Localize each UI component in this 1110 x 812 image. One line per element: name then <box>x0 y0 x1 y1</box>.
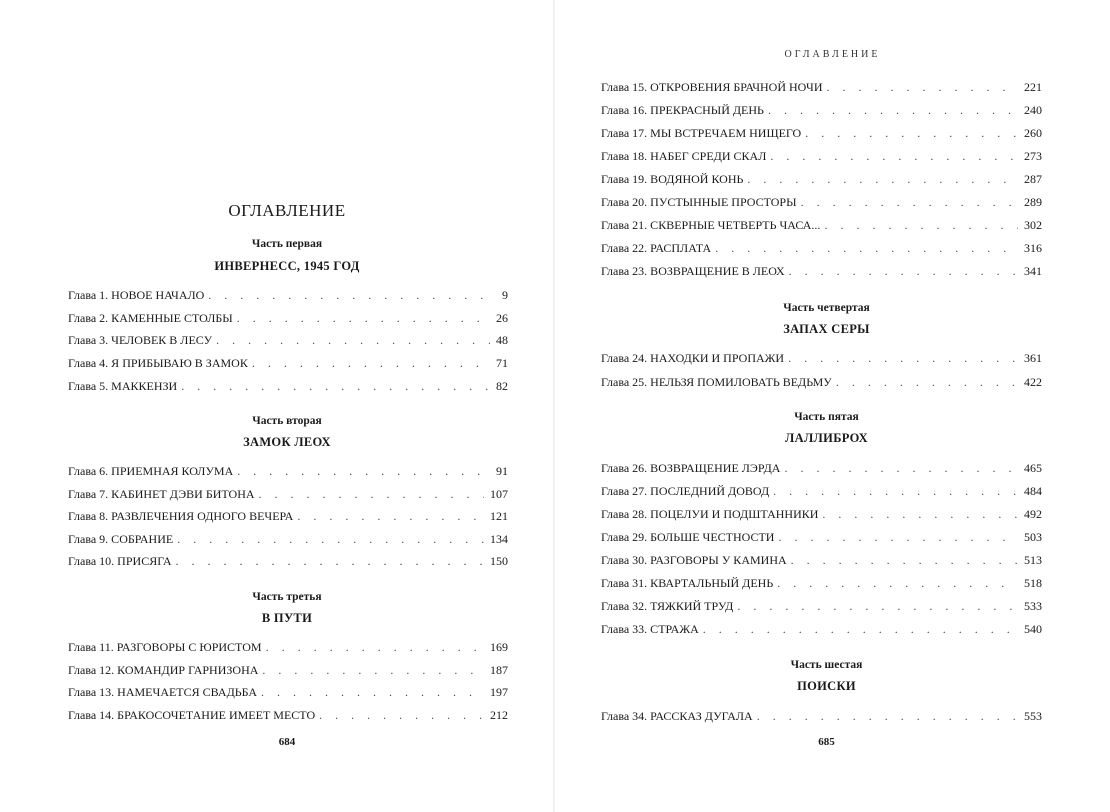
toc-entry[interactable] <box>601 122 1042 145</box>
page-number: 240 <box>1024 103 1042 117</box>
page-number: 287 <box>1024 172 1042 186</box>
chapter-title: Глава 12. КОМАНДИР ГАРНИЗОНА <box>68 663 259 677</box>
chapter-title: Глава 32. ТЯЖКИЙ ТРУД <box>601 599 734 613</box>
chapter-title: Глава 22. РАСПЛАТА <box>601 241 712 255</box>
dot-leader <box>788 347 1018 370</box>
toc-entry[interactable] <box>68 460 508 483</box>
dot-leader <box>822 503 1018 526</box>
chapter-title: Глава 4. Я ПРИБЫВАЮ В ЗАМОК <box>68 356 248 370</box>
page-number: 187 <box>490 663 508 677</box>
page-folio: 684 <box>278 736 296 748</box>
toc-entry[interactable] <box>68 483 508 506</box>
toc-entry[interactable] <box>601 191 1042 214</box>
dot-leader <box>836 371 1018 394</box>
toc-entry[interactable] <box>601 145 1042 168</box>
chapter-title: Глава 14. БРАКОСОЧЕТАНИЕ ИМЕЕТ МЕСТО <box>68 708 316 722</box>
toc-entry[interactable] <box>68 550 508 573</box>
toc-entry[interactable] <box>601 347 1042 370</box>
page-number: 302 <box>1024 218 1042 232</box>
chapter-title: Глава 25. НЕЛЬЗЯ ПОМИЛОВАТЬ ВЕДЬМУ <box>601 375 832 389</box>
part-label: Часть вторая <box>252 415 322 427</box>
dot-leader <box>297 505 484 528</box>
part-label: Часть шестая <box>790 659 863 671</box>
chapter-title: Глава 20. ПУСТЫННЫЕ ПРОСТОРЫ <box>601 195 797 209</box>
page-number: 150 <box>490 554 508 568</box>
page-number: 197 <box>490 685 508 699</box>
toc-entry[interactable] <box>601 705 1042 728</box>
chapter-title: Глава 8. РАЗВЛЕЧЕНИЯ ОДНОГО ВЕЧЕРА <box>68 509 294 523</box>
dot-leader <box>181 375 490 398</box>
toc-entry[interactable] <box>68 284 508 307</box>
dot-leader <box>789 260 1018 283</box>
chapter-title: Глава 16. ПРЕКРАСНЫЙ ДЕНЬ <box>601 103 764 117</box>
chapter-title: Глава 28. ПОЦЕЛУИ И ПОДШТАННИКИ <box>601 507 819 521</box>
chapter-title: Глава 5. МАККЕНЗИ <box>68 379 178 393</box>
chapter-title: Глава 19. ВОДЯНОЙ КОНЬ <box>601 172 744 186</box>
dot-leader <box>262 659 484 682</box>
chapter-title: Глава 1. НОВОЕ НАЧАЛО <box>68 288 205 302</box>
page-number: 107 <box>490 487 508 501</box>
toc-entry[interactable] <box>68 528 508 551</box>
page-number: 273 <box>1024 149 1042 163</box>
dot-leader <box>176 550 485 573</box>
dot-leader <box>791 549 1018 572</box>
dot-leader <box>252 352 490 375</box>
chapter-title: Глава 33. СТРАЖА <box>601 622 699 636</box>
toc-entry[interactable] <box>601 595 1042 618</box>
dot-leader <box>237 307 490 330</box>
part-label: Часть четвертая <box>783 302 870 314</box>
page-number: 289 <box>1024 195 1042 209</box>
toc-entry[interactable] <box>68 329 508 352</box>
page-number: 361 <box>1024 351 1042 365</box>
page-number: 484 <box>1024 484 1042 498</box>
dot-leader <box>237 460 490 483</box>
running-head: ОГЛАВЛЕНИЕ <box>784 49 881 60</box>
dot-leader <box>703 618 1018 641</box>
part-title: ЗАМОК ЛЕОХ <box>243 435 331 449</box>
part-title: ЛАЛЛИБРОХ <box>785 431 868 445</box>
dot-leader <box>737 595 1018 618</box>
page-number: 48 <box>496 333 508 347</box>
part-label: Часть пятая <box>794 411 859 423</box>
dot-leader <box>208 284 496 307</box>
chapter-title: Глава 21. СКВЕРНЫЕ ЧЕТВЕРТЬ ЧАСА... <box>601 218 821 232</box>
page-number: 82 <box>496 379 508 393</box>
chapter-title: Глава 7. КАБИНЕТ ДЭВИ БИТОНА <box>68 487 255 501</box>
chapter-title: Глава 27. ПОСЛЕДНИЙ ДОВОД <box>601 484 770 498</box>
toc-entry[interactable] <box>68 704 508 727</box>
page-number: 221 <box>1024 80 1042 94</box>
page-number: 169 <box>490 640 508 654</box>
chapter-title: Глава 26. ВОЗВРАЩЕНИЕ ЛЭРДА <box>601 461 781 475</box>
toc-entry[interactable] <box>68 307 508 330</box>
page-number: 518 <box>1024 576 1042 590</box>
part-title: В ПУТИ <box>261 611 313 625</box>
toc-entry[interactable] <box>601 76 1042 99</box>
toc-entry[interactable] <box>601 572 1042 595</box>
dot-leader <box>770 145 1018 168</box>
chapter-title: Глава 6. ПРИЕМНАЯ КОЛУМА <box>68 464 234 478</box>
toc-entry[interactable] <box>68 375 508 398</box>
part-title: ИНВЕРНЕСС, 1945 ГОД <box>214 259 360 273</box>
dot-leader <box>259 483 484 506</box>
dot-leader <box>773 480 1018 503</box>
toc-entry[interactable] <box>68 352 508 375</box>
chapter-title: Глава 15. ОТКРОВЕНИЯ БРАЧНОЙ НОЧИ <box>601 80 823 94</box>
page-number: 492 <box>1024 507 1042 521</box>
chapter-title: Глава 2. КАМЕННЫЕ СТОЛБЫ <box>68 311 233 325</box>
dot-leader <box>177 528 484 551</box>
toc-entry[interactable] <box>601 457 1042 480</box>
toc-entry[interactable] <box>601 237 1042 260</box>
dot-leader <box>777 572 1018 595</box>
toc-title: ОГЛАВЛЕНИЕ <box>228 201 346 220</box>
page-folio: 685 <box>818 736 835 748</box>
page-number: 540 <box>1024 622 1042 636</box>
left-page <box>0 0 553 812</box>
toc-entry[interactable] <box>601 260 1042 283</box>
dot-leader <box>778 526 1018 549</box>
chapter-title: Глава 10. ПРИСЯГА <box>68 554 172 568</box>
chapter-title: Глава 9. СОБРАНИЕ <box>68 532 174 546</box>
chapter-title: Глава 31. КВАРТАЛЬНЫЙ ДЕНЬ <box>601 576 774 590</box>
chapter-title: Глава 24. НАХОДКИ И ПРОПАЖИ <box>601 351 785 365</box>
page-number: 260 <box>1024 126 1042 140</box>
dot-leader <box>715 237 1018 260</box>
page-number: 513 <box>1024 553 1042 567</box>
page-number: 91 <box>496 464 508 478</box>
toc-entry[interactable] <box>601 168 1042 191</box>
part-title: ПОИСКИ <box>797 679 856 693</box>
part-label: Часть третья <box>252 591 322 603</box>
toc-entry[interactable] <box>601 618 1042 641</box>
toc-entry[interactable] <box>68 636 508 659</box>
chapter-title: Глава 29. БОЛЬШЕ ЧЕСТНОСТИ <box>601 530 775 544</box>
toc-entry[interactable] <box>601 526 1042 549</box>
page-number: 212 <box>490 708 508 722</box>
dot-leader <box>827 76 1018 99</box>
toc-entry[interactable] <box>601 503 1042 526</box>
dot-leader <box>784 457 1018 480</box>
chapter-title: Глава 17. МЫ ВСТРЕЧАЕМ НИЩЕГО <box>601 126 802 140</box>
dot-leader <box>261 681 484 704</box>
part-title: ЗАПАХ СЕРЫ <box>783 322 870 336</box>
toc-entry[interactable] <box>68 681 508 704</box>
chapter-title: Глава 30. РАЗГОВОРЫ У КАМИНА <box>601 553 787 567</box>
chapter-title: Глава 23. ВОЗВРАЩЕНИЕ В ЛЕОХ <box>601 264 785 278</box>
toc-entry[interactable] <box>68 505 508 528</box>
dot-leader <box>805 122 1018 145</box>
page-number: 316 <box>1024 241 1042 255</box>
chapter-title: Глава 11. РАЗГОВОРЫ С ЮРИСТОМ <box>68 640 262 654</box>
dot-leader <box>757 705 1018 728</box>
toc-entry[interactable] <box>601 549 1042 572</box>
dot-leader <box>768 99 1018 122</box>
page-number: 134 <box>490 532 508 546</box>
page-number: 553 <box>1024 709 1042 723</box>
page-number: 503 <box>1024 530 1042 544</box>
chapter-title: Глава 13. НАМЕЧАЕТСЯ СВАДЬБА <box>68 685 258 699</box>
right-page <box>555 0 1110 812</box>
dot-leader <box>824 214 1018 237</box>
toc-entry[interactable] <box>601 480 1042 503</box>
toc-entry[interactable] <box>601 214 1042 237</box>
chapter-title: Глава 34. РАССКАЗ ДУГАЛА <box>601 709 753 723</box>
part-label: Часть первая <box>251 238 323 250</box>
page-number: 341 <box>1024 264 1042 278</box>
dot-leader <box>801 191 1018 214</box>
page-number: 9 <box>502 288 508 302</box>
toc-entry[interactable] <box>601 371 1042 394</box>
dot-leader <box>266 636 484 659</box>
dot-leader <box>747 168 1018 191</box>
page-number: 26 <box>496 311 508 325</box>
page-number: 465 <box>1024 461 1042 475</box>
page-number: 422 <box>1024 375 1042 389</box>
dot-leader <box>216 329 490 352</box>
page-number: 533 <box>1024 599 1042 613</box>
toc-entry[interactable] <box>601 99 1042 122</box>
dot-leader <box>319 704 484 727</box>
page-number: 121 <box>490 509 508 523</box>
page-number: 71 <box>496 356 508 370</box>
toc-entry[interactable] <box>68 659 508 682</box>
chapter-title: Глава 3. ЧЕЛОВЕК В ЛЕСУ <box>68 333 213 347</box>
chapter-title: Глава 18. НАБЕГ СРЕДИ СКАЛ <box>601 149 767 163</box>
